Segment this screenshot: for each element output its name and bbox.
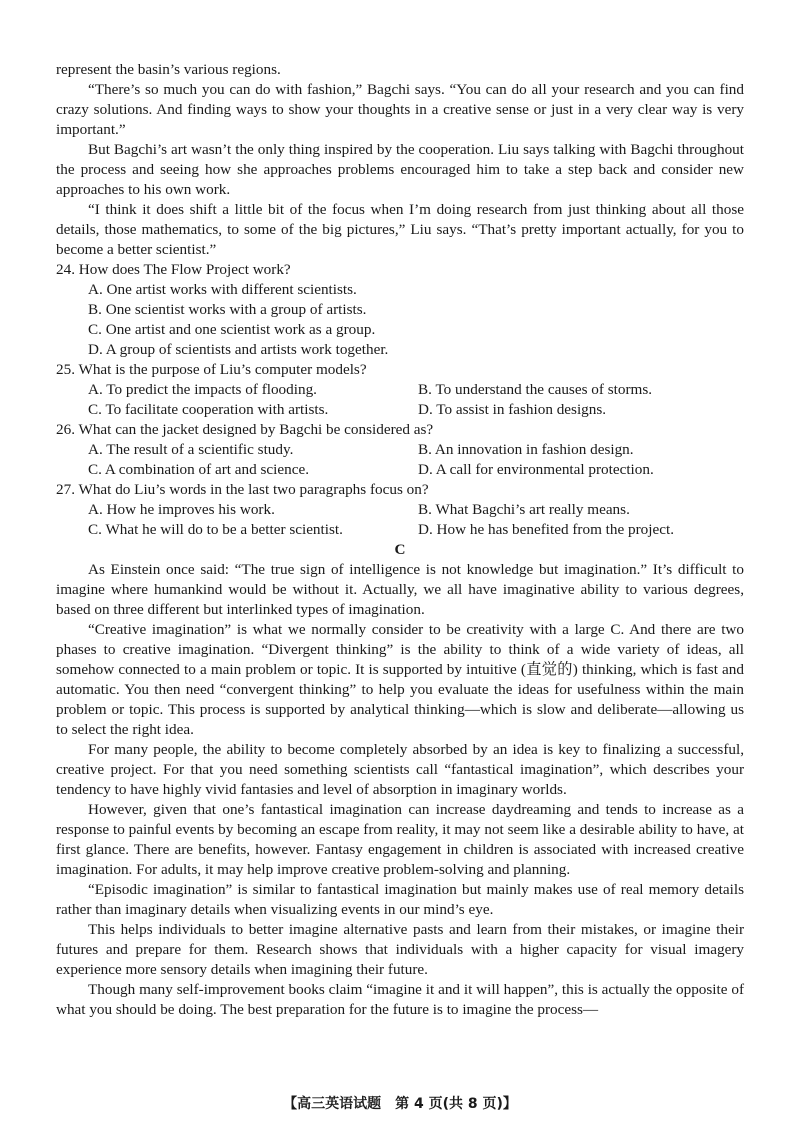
option-row (56, 500, 744, 520)
passage-c-paragraph-7: Though many self-improvement books claim “imagine it and it will happen”, this is actually the opposite of what you should be doing. The best preparation for the future is to imagine the process— (56, 981, 744, 1018)
option-a: A. The result of a scientific study. (88, 441, 294, 458)
passage-c-paragraph-2: “Creative imagination” is what we normally consider to be creativity with a large C. And there are two phases to creative imagination. “Divergent thinking” is the ability to think of a wide variety of ideas, all somehow connected to a main problem or topic. It is supported by intuitive (直觉的) thinking, which is fast and automatic. You then need “convergent thinking” to help you evaluate the ideas for usefulness within the main problem or topic. This process is supported by analytical thinking—which is slow and deliberate—allowing us to select the right idea. (56, 621, 744, 738)
option-b: B. What Bagchi’s art really means. (418, 501, 630, 518)
option-row (56, 520, 744, 540)
question-26 (56, 420, 744, 480)
option-b: B. One scientist works with a group of artists. (88, 301, 367, 318)
section-heading-c: C (394, 541, 406, 558)
option-row (56, 400, 744, 420)
passage-b-paragraph-1: “There’s so much you can do with fashion,” Bagchi says. “You can do all your research and you can find crazy solutions. And finding ways to show your thoughts in a creative sense or just in a very clear way is very important.” (56, 81, 744, 138)
option-b: B. To understand the causes of storms. (418, 381, 653, 398)
option-row (56, 460, 744, 480)
option-a: A. To predict the impacts of flooding. (88, 381, 317, 398)
passage-c-paragraph-3: For many people, the ability to become completely absorbed by an idea is key to finalizing a successful, creative project. For that you need something scientists call “fantastical imagination”, which describes your tendency to have highly vivid fantasies and level of absorption in imaginary worlds. (56, 741, 744, 798)
question-24 (56, 260, 744, 360)
passage-b-line-0: represent the basin’s various regions. (56, 61, 281, 78)
option-c: C. To facilitate cooperation with artists. (88, 401, 329, 418)
option-c: C. A combination of art and science. (88, 461, 310, 478)
question-27 (56, 480, 744, 540)
option-d: D. A group of scientists and artists work together. (88, 341, 389, 358)
option-c: C. What he will do to be a better scientist. (88, 521, 343, 538)
question-stem: 27. What do Liu’s words in the last two paragraphs focus on? (56, 481, 429, 498)
option-row (56, 440, 744, 460)
question-stem: 26. What can the jacket designed by Bagchi be considered as? (56, 421, 434, 438)
option-d: D. A call for environmental protection. (418, 461, 654, 478)
option-a: A. How he improves his work. (88, 501, 275, 518)
question-stem: 24. How does The Flow Project work? (56, 261, 291, 278)
passage-b-paragraph-3: “I think it does shift a little bit of the focus when I’m doing research from just thinking about all those details, those mathematics, to some of the big pictures,” Liu says. “That’s pretty important actually, for you to become a better scientist.” (56, 201, 744, 258)
page-footer: 【高三英语试题 第 4 页(共 8 页)】 (283, 1096, 517, 1112)
option-row (56, 380, 744, 400)
option-d: D. To assist in fashion designs. (418, 401, 607, 418)
question-25 (56, 360, 744, 420)
passage-c-paragraph-6: This helps individuals to better imagine alternative pasts and learn from their mistakes, or imagine their futures and prepare for them. Research shows that individuals with a higher capacity for visual imagery experience more sensory details when imagining their future. (56, 921, 744, 978)
question-stem: 25. What is the purpose of Liu’s computer models? (56, 361, 367, 378)
option-c: C. One artist and one scientist work as a group. (88, 321, 376, 338)
passage-b-paragraph-2: But Bagchi’s art wasn’t the only thing inspired by the cooperation. Liu says talking with Bagchi throughout the process and seeing how she approaches problems encouraged him to take a step back and consider new approaches to his own work. (56, 141, 744, 198)
option-d: D. How he has benefited from the project. (418, 521, 674, 538)
option-a: A. One artist works with different scientists. (88, 281, 357, 298)
passage-c-paragraph-4: However, given that one’s fantastical imagination can increase daydreaming and tends to increase as a response to painful events by becoming an escape from reality, it may not seem like a desirable ability to have, at first glance. There are benefits, however. Fantasy engagement in children is associated with increased creative imagination. For adults, it may help improve creative problem-solving and planning. (56, 801, 744, 878)
passage-c-paragraph-5: “Episodic imagination” is similar to fantastical imagination but mainly makes use of real memory details rather than imaginary details when visualizing events in our mind’s eye. (56, 881, 744, 918)
option-b: B. An innovation in fashion design. (418, 441, 634, 458)
passage-c-paragraph-1: As Einstein once said: “The true sign of intelligence is not knowledge but imagination.” It’s difficult to imagine where humankind would be without it. Actually, we all have imaginative ability to various degrees, based on three different but interlinked types of imagination. (56, 561, 744, 618)
